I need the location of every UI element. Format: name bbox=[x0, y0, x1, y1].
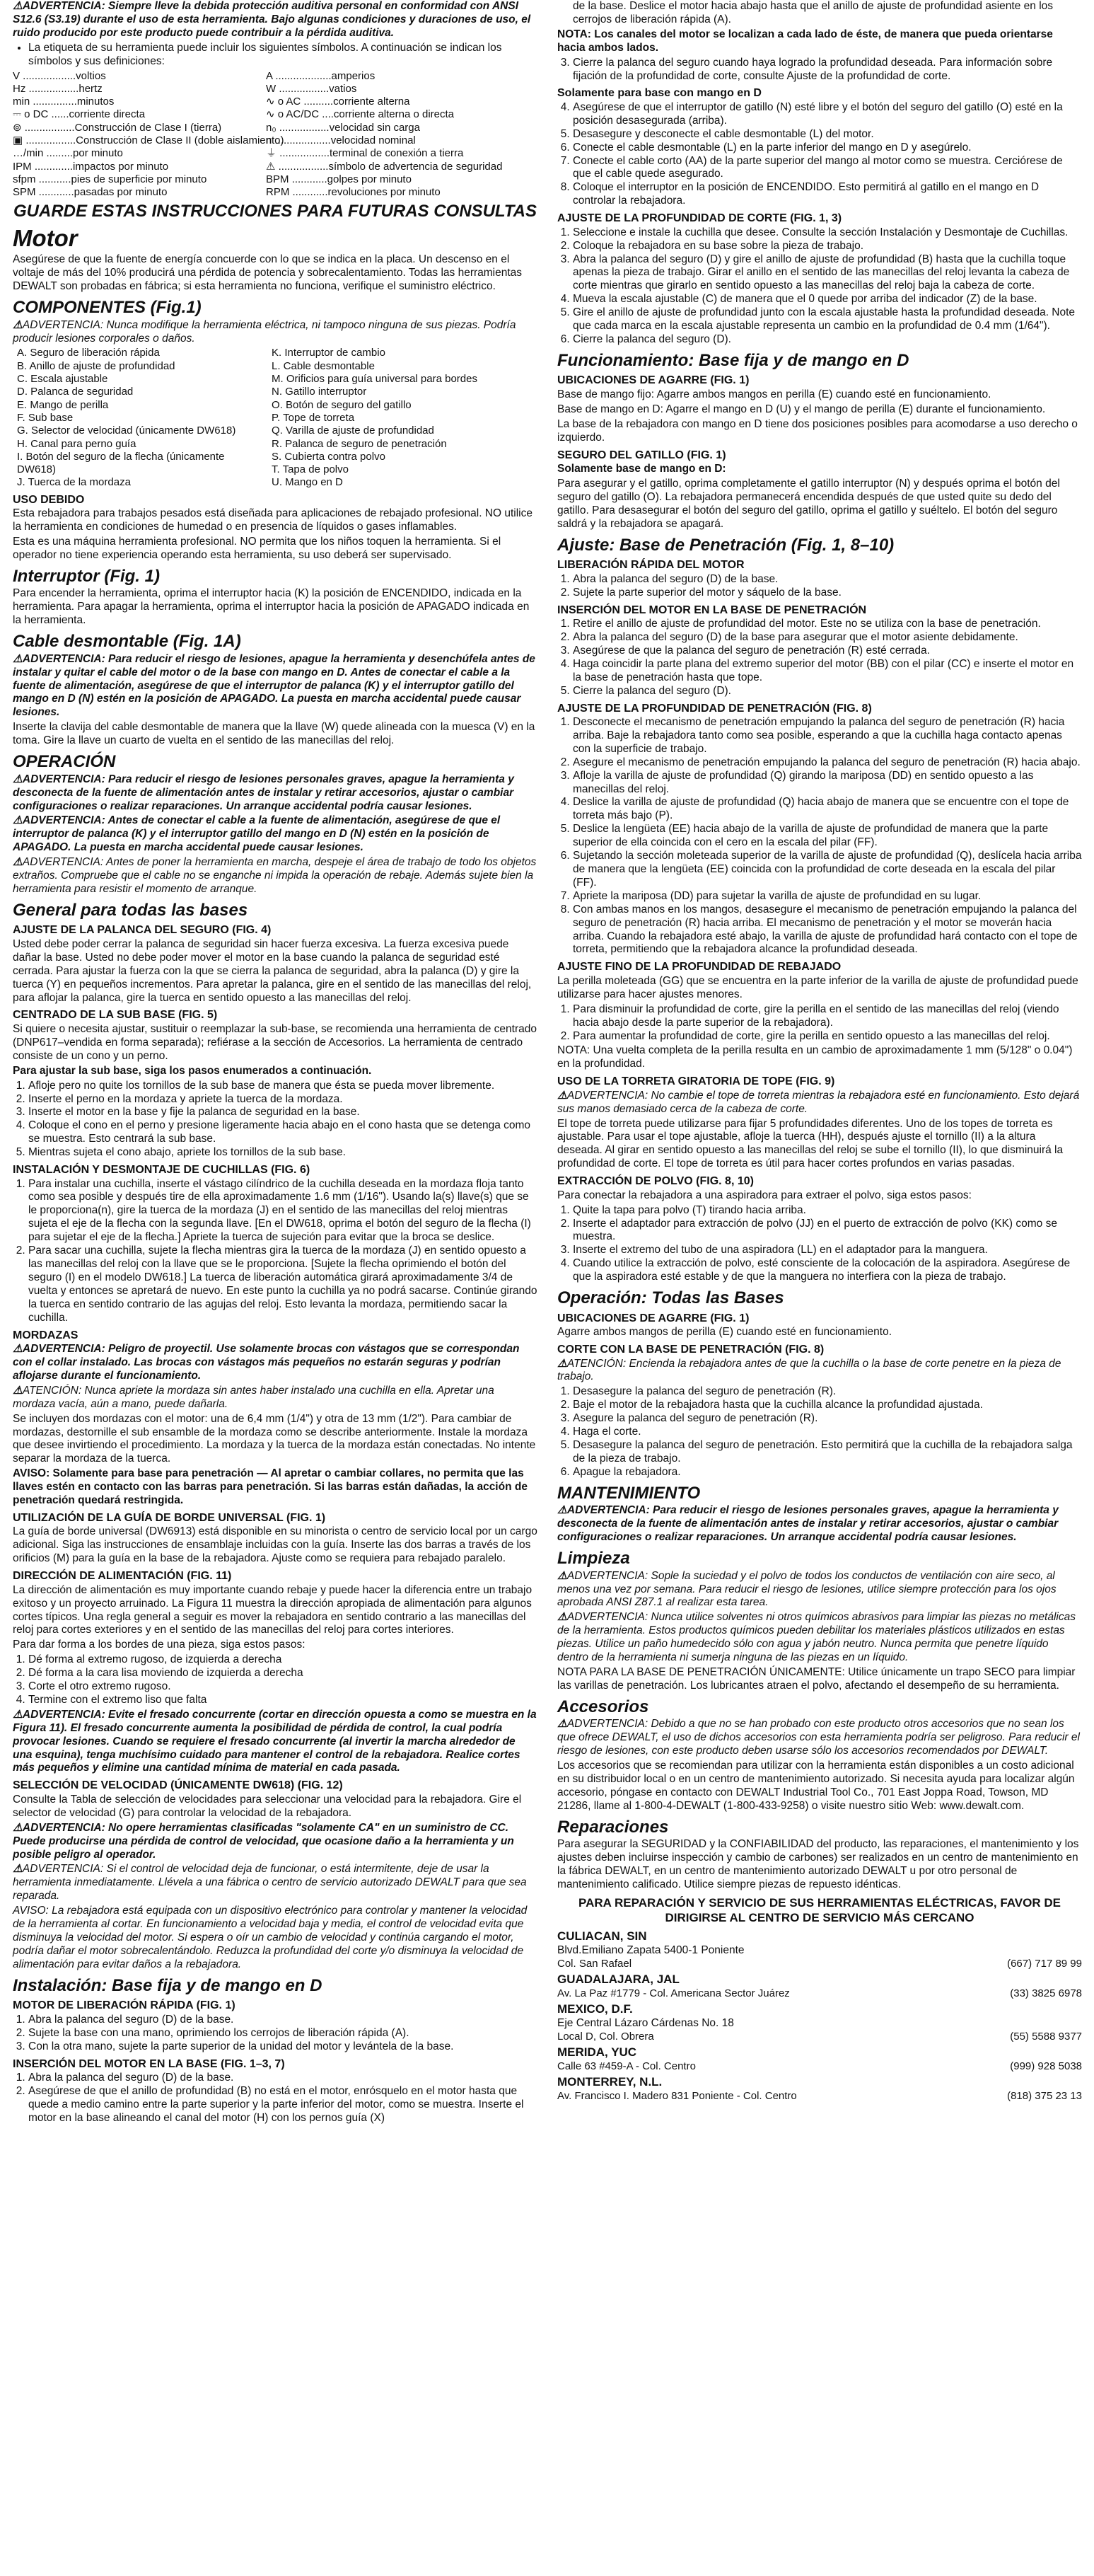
symbol-item: ⊚ .................Construcción de Clase I (tierra) bbox=[13, 121, 222, 134]
left-column bbox=[13, 0, 537, 2127]
fine-adjust-note: NOTA: Una vuelta completa de la perilla resulta en un cambio de aproximadamente 1 mm (5/128" o 0.04") en la profundidad. bbox=[557, 1044, 1073, 1070]
step-item: 1. Abra la palanca del seguro (D) de la base. bbox=[28, 2014, 537, 2027]
speed-selection-text: Consulte la Tabla de selección de velocidades para seleccionar una velocidad para la rebajadora. Gire el selector de velocidad (G) para controlar la velocidad de la rebajadora. bbox=[13, 1793, 522, 1819]
step-item: 4. Cuando utilice la extracción de polvo, esté consciente de la colocación de la aspiradora. Asegúrese de que la aspiradora esté estable y de que la manguera no interfiera con la pieza de trabajo. bbox=[573, 1257, 1082, 1284]
dust-extraction-heading: EXTRACCIÓN DE POLVO (FIG. 8, 10) bbox=[557, 1175, 754, 1188]
component-item: G. Selector de velocidad (únicamente DW618) bbox=[17, 424, 236, 437]
step-item: 6. Apague la rebajadora. bbox=[573, 1466, 1082, 1479]
step-item: 1. Retire el anillo de ajuste de profundidad del motor. Este no se utiliza con la base de penetración. bbox=[573, 618, 1082, 631]
hearing-warning: ⚠ ADVERTENCIA: Siempre lleve la debida protección auditiva personal en conformidad con ANSI S12.6 (S3.19) durante el uso de esta herramienta. Bajo algunas condiciones y duraciones de uso, el ruido producido por este producto puede contribuir a la pérdida auditiva. bbox=[13, 0, 537, 40]
channels-note: NOTA: Los canales del motor se localizan a cada lado de éste, de manera que pueda orientarse hacia ambos lados. bbox=[557, 28, 1053, 54]
turret-heading: USO DE LA TORRETA GIRATORIA DE TOPE (FIG. 9) bbox=[557, 1075, 835, 1088]
operation-warning-1: ⚠ ADVERTENCIA: Para reducir el riesgo de lesiones personales graves, apague la herramienta y desconecta de la fuente de alimentación antes de instalar y retirar accesorios, ajustar o cambiar configuraciones o realizar reparaciones. Un arranque accidental podría causar lesiones. bbox=[13, 773, 537, 814]
service-center-heading: PARA REPARACIÓN Y SERVICIO DE SUS HERRAMIENTAS ELÉCTRICAS, FAVOR DE DIRIGIRSE AL CENTRO DE SERVICIO MÁS CERCANO bbox=[578, 1895, 1061, 1924]
sub-base-centering-heading: CENTRADO DE LA SUB BASE (FIG. 5) bbox=[13, 1009, 218, 1022]
component-item: C. Escala ajustable bbox=[17, 373, 108, 386]
component-item: S. Cubierta contra polvo bbox=[272, 450, 385, 463]
motor-release-steps bbox=[557, 573, 1082, 600]
step-item: 2. Para sacar una cuchilla, sujete la flecha mientras gira la tuerca de la mordaza (J) en sentido opuesto a las manecillas del reloj con la llave que se le proporciona. [Sujete la flecha oprimiendo el botón del seguro (I) en el modelo DW618.] La tuerca de liberación automática girará aproximadamente 3/4 de vuelta y entonces se apretará de nuevo. En este punto la cuchilla ya no podrá sacarse. Continúe girando la tuerca en sentido contrario de las agujas del reloj. Esto levanta la mordaza, permitiendo sacar la cuchilla. bbox=[28, 1244, 537, 1324]
cord-text: Inserte la clavija del cable desmontable de manera que la llave (W) quede alineada con la muesca (V) en la toma. Gire la llave un cuarto de vuelta en el sentido de las manecillas del reloj. bbox=[13, 721, 535, 747]
trigger-lock-sub: Solamente base de mango en D: bbox=[557, 463, 726, 475]
step-item: 4. Haga el corte. bbox=[573, 1426, 1082, 1439]
grip-all-heading: UBICACIONES DE AGARRE (FIG. 1) bbox=[557, 1312, 750, 1324]
quick-release-steps bbox=[13, 2014, 537, 2054]
component-item: M. Orificios para guía universal para bordes bbox=[272, 373, 477, 386]
edge-guide-heading: UTILIZACIÓN DE LA GUÍA DE BORDE UNIVERSAL (FIG. 1) bbox=[13, 1511, 326, 1524]
step-item: 1. Desasegure la palanca del seguro de penetración (R). bbox=[573, 1385, 1082, 1399]
operation-fixed-heading: Funcionamiento: Base fija y de mango en D bbox=[557, 350, 909, 370]
symbol-item: …/min .........por minuto bbox=[13, 147, 123, 160]
component-item: K. Interruptor de cambio bbox=[272, 347, 385, 359]
step-item: 4. Termine con el extremo liso que falta bbox=[28, 1694, 537, 1707]
component-item: H. Canal para perno guía bbox=[17, 437, 136, 450]
collets-heading: MORDAZAS bbox=[13, 1329, 78, 1341]
switch-heading: Interruptor (Fig. 1) bbox=[13, 566, 160, 586]
maintenance-heading: MANTENIMIENTO bbox=[557, 1483, 701, 1503]
insertion-continued: de la base. Deslice el motor hacia abajo hasta que el anillo de ajuste de profundidad asiente en los cerrojos de liberación rápida (A). bbox=[573, 0, 1054, 25]
feed-direction-intro: Para dar forma a los bordes de una pieza, siga estos pasos: bbox=[13, 1639, 305, 1651]
step-item: 2. Para aumentar la profundidad de corte, gire la perilla en sentido opuesto a las manecillas del reloj. bbox=[573, 1030, 1082, 1044]
city-name: GUADALAJARA, JAL bbox=[557, 1973, 680, 1987]
dust-extraction-steps bbox=[557, 1204, 1082, 1284]
symbol-item: BPM ............golpes por minuto bbox=[266, 173, 412, 185]
step-item: 3. Abra la palanca del seguro (D) y gire el anillo de ajuste de profundidad (B) hasta que la cuchilla toque apenas la pieza de trabajo. Girar el anillo en el sentido de las manecillas del reloj levanta la cabeza de corte mientras que girarlo en sentido opuesto a las manecillas del reloj baja la cabeza de corte. bbox=[573, 253, 1082, 294]
sub-base-steps-intro: Para ajustar la sub base, siga los pasos enumerados a continuación. bbox=[13, 1064, 372, 1077]
collets-notice: AVISO: Solamente para base para penetración — Al apretar o cambiar collares, no permita que las llaves estén en contacto con las barras para penetración. Si las barras están dañadas, la acción de penetración quedará restringida. bbox=[13, 1467, 528, 1507]
dust-extraction-text: Para conectar la rebajadora a una aspiradora para extraer el polvo, siga estos pasos: bbox=[557, 1189, 972, 1201]
step-item: 3. Asegúrese de que la palanca del seguro de penetración (R) esté cerrada. bbox=[573, 645, 1082, 658]
grip-all-text: Agarre ambos mangos de perilla (E) cuando esté en funcionamiento. bbox=[557, 1326, 892, 1339]
component-item: R. Palanca de seguro de penetración bbox=[272, 437, 447, 450]
feed-direction-text: La dirección de alimentación es muy importante cuando rebaje y puede hacer la diferencia entre un trabajo exitoso y un proyecto arruinado. La Figura 11 muestra la dirección apropiada de alimentación para algunos cortes típicos. Una regla general a seguir es mover la rebajadora en sentido contrario a las manecillas del reloj para cortes exteriores y en el sentido de las manecillas del reloj para cortes interiores. bbox=[13, 1583, 533, 1636]
step-item: 3. Cierre la palanca del seguro cuando haya logrado la profundidad deseada. Para información sobre fijación de la profundidad de corte, consulte Ajuste de la profundidad de corte. bbox=[573, 57, 1082, 83]
component-item: B. Anillo de ajuste de profundidad bbox=[17, 359, 175, 372]
quick-release-heading: MOTOR DE LIBERACIÓN RÁPIDA (FIG. 1) bbox=[13, 1999, 235, 2012]
plunge-cut-steps bbox=[557, 1385, 1082, 1479]
trigger-lock-text: Para asegurar y el gatillo, oprima completamente el gatillo interruptor (N) y después oprima el botón del seguro del gatillo (O). La rebajadora permanecerá encendida después de que usted quite su dedo del gatillo. Para desasegurar el botón del seguro del gatillo, oprima el gatillo y suéltelo. El botón del seguro saldrá y la rebajadora se apagará. bbox=[557, 478, 1060, 530]
symbol-item: Hz .................hertz bbox=[13, 82, 103, 95]
step-item: 4. Asegúrese de que el interruptor de gatillo (N) esté libre y el botón del seguro del gatillo (O) esté en la posición desasegurada (arriba). bbox=[573, 101, 1082, 128]
cut-depth-steps bbox=[557, 226, 1082, 347]
motor-insertion-steps bbox=[13, 2072, 537, 2125]
accessories-heading: Accesorios bbox=[557, 1697, 649, 1716]
motor-insertion-heading: INSERCIÓN DEL MOTOR EN LA BASE (FIG. 1–3, 7) bbox=[13, 2057, 285, 2070]
step-item: 7. Apriete la mariposa (DD) para sujetar la varilla de ajuste de profundidad en su lugar. bbox=[573, 890, 1082, 903]
address-line: Eje Central Lázaro Cárdenas No. 18 bbox=[557, 2017, 734, 2030]
step-item: 2. Abra la palanca del seguro (D) de la base para asegurar que el motor asiente debidamente. bbox=[573, 631, 1082, 645]
collets-caution: ⚠ ATENCIÓN: Nunca apriete la mordaza sin antes haber instalado una cuchilla en ella. Apretar una mordaza vacía, aún a mano, puede dañarla. bbox=[13, 1385, 537, 1411]
switch-text: Para encender la herramienta, oprima el interruptor hacia (K) la posición de ENCENDIDO, indicada en la herramienta. Para apagar la herramienta, oprima el interruptor hacia la posición de APAGADO indicada en la herramienta. bbox=[13, 587, 530, 627]
city-name: MERIDA, YUC bbox=[557, 2045, 637, 2060]
symbol-item: W .................vatios bbox=[266, 82, 357, 95]
symbol-item: ▣ .................Construcción de Clase II (doble aislamiento) bbox=[13, 134, 284, 147]
symbol-item: V ..................voltios bbox=[13, 69, 106, 82]
step-item: 1. Quite la tapa para polvo (T) tirando hacia arriba. bbox=[573, 1204, 1082, 1218]
step-item: 2. Inserte el adaptador para extracción de polvo (JJ) en el puerto de extracción de polvo (KK) como se muestra. bbox=[573, 1218, 1082, 1244]
plunge-insertion-heading: INSERCIÓN DEL MOTOR EN LA BASE DE PENETRACIÓN bbox=[557, 603, 867, 616]
symbol-item: ⚠ .................símbolo de advertencia de seguridad bbox=[266, 160, 503, 173]
intended-use-text: Esta rebajadora para trabajos pesados está diseñada para aplicaciones de rebajado profesional. NO utilice la herramienta en condiciones de humedad o en presencia de líquidos o gases inflamables. bbox=[13, 507, 533, 533]
step-item: 1. Seleccione e instale la cuchilla que desee. Consulte la sección Instalación y Desmontaje de Cuchillas. bbox=[573, 226, 1082, 240]
bits-heading: INSTALACIÓN Y DESMONTAJE DE CUCHILLAS (FIG. 6) bbox=[13, 1164, 310, 1177]
turret-text: El tope de torreta puede utilizarse para fijar 5 profundidades diferentes. Uno de los topes de torreta es ajustable. Para usar el tope ajustable, afloje la tuerca (HH), después ajuste el tornillo (II) a la altura deseada. Al girar en sentido opuesto a las manecillas del reloj se sube el tornillo (II), lo que disminuirá la profundidad de corte. El tope de torreta es útil para hacer cortes profundos en varias pasadas. bbox=[557, 1117, 1064, 1170]
symbol-item: ∿ o AC ..........corriente alterna bbox=[266, 96, 410, 108]
symbol-item: RPM ............revoluciones por minuto bbox=[266, 186, 441, 199]
d-handle-steps bbox=[557, 101, 1082, 208]
plunge-depth-heading: AJUSTE DE LA PROFUNDIDAD DE PENETRACIÓN (FIG. 8) bbox=[557, 702, 872, 715]
step-item: 7. Conecte el cable corto (AA) de la parte superior del mango al motor como se muestra. Cerciórese de que el cable quede asegurado. bbox=[573, 155, 1082, 182]
motor-release-heading: LIBERACIÓN RÁPIDA DEL MOTOR bbox=[557, 559, 745, 572]
step-item: 5. Mientras sujeta el cono abajo, apriete los tornillos de la sub base. bbox=[28, 1146, 537, 1160]
right-column bbox=[557, 0, 1082, 2103]
speed-warning-2: ⚠ ADVERTENCIA: Si el control de velocidad deja de funcionar, o está intermitente, deje de usar la herramienta inmediatamente. Llévela a una fábrica o centro de servicio autorizado DEWALT para que sea reparada. bbox=[13, 1863, 537, 1903]
detachable-cord-heading: Cable desmontable (Fig. 1A) bbox=[13, 632, 241, 652]
fine-adjust-text: La perilla moleteada (GG) que se encuentra en la parte inferior de la varilla de ajuste de profundidad puede utilizarse para hacer ajustes menores. bbox=[557, 974, 1078, 1000]
step-item: 2. Inserte el perno en la mordaza y apriete la tuerca de la mordaza. bbox=[28, 1093, 537, 1107]
repairs-text: Para asegurar la SEGURIDAD y la CONFIABILIDAD del producto, las reparaciones, el mantenimiento y los ajustes deben incluirse inspección y cambio de carbones) ser realizados en un centro de mantenimiento en la fábrica DEWALT, en un centro de mantenimiento autorizado DEWALT u por otro personal de mantenimiento calificado. Utilice siempre piezas de repuesto idénticas. bbox=[557, 1838, 1079, 1891]
insertion-step-3 bbox=[557, 57, 1082, 83]
plunge-adjust-heading: Ajuste: Base de Penetración (Fig. 1, 8–10) bbox=[557, 535, 895, 555]
motor-heading: Motor bbox=[13, 225, 78, 252]
symbol-item: SPM ............pasadas por minuto bbox=[13, 186, 168, 199]
sub-base-steps bbox=[13, 1080, 537, 1160]
turret-warning: ⚠ ADVERTENCIA: No cambie el tope de torreta mientras la rebajadora esté en funcionamiento. Esto dejará sus manos demasiado cerca de la cabeza de corte. bbox=[557, 1090, 1082, 1116]
symbol-item: IPM .............impactos por minuto bbox=[13, 160, 169, 173]
component-item: J. Tuerca de la mordaza bbox=[17, 476, 131, 489]
symbol-item: n₀ .................velocidad sin carga bbox=[266, 121, 420, 134]
step-item: 8. Coloque el interruptor en la posición de ENCENDIDO. Esto permitirá al gatillo en el mango en D controlar la rebajadora. bbox=[573, 181, 1082, 208]
step-item: 1. Afloje pero no quite los tornillos de la sub base de manera que ésta se pueda mover libremente. bbox=[28, 1080, 537, 1093]
symbol-item: A ...................amperios bbox=[266, 69, 376, 82]
step-item: 4. Haga coincidir la parte plana del extremo superior del motor (BB) con el pilar (CC) e inserte el motor en la base de penetración hasta que tope. bbox=[573, 658, 1082, 685]
maintenance-warning: ⚠ ADVERTENCIA: Para reducir el riesgo de lesiones personales graves, apague la herramienta y desconecta de la fuente de alimentación antes de instalar y retirar accesorios, ajustar o cambiar configuraciones o realizar reparaciones. Un arranque accidental podría causar lesiones. bbox=[557, 1504, 1082, 1544]
symbol-item: min ...............minutos bbox=[13, 96, 115, 108]
save-instructions-heading: GUARDE ESTAS INSTRUCCIONES PARA FUTURAS CONSULTAS bbox=[13, 201, 537, 221]
step-item: 6. Cierre la palanca del seguro (D). bbox=[573, 333, 1082, 347]
components-heading: COMPONENTES (Fig.1) bbox=[13, 298, 202, 318]
feed-direction-steps bbox=[13, 1653, 537, 1707]
address-line: Local D, Col. Obrera bbox=[557, 2031, 654, 2043]
plunge-cut-caution: ⚠ ATENCIÓN: Encienda la rebajadora antes de que la cuchilla o la base de corte penetre en la pieza de trabajo. bbox=[557, 1358, 1082, 1385]
symbol-item: n ...................velocidad nominal bbox=[266, 134, 416, 147]
components-warning: ⚠ ADVERTENCIA: Nunca modifique la herramienta eléctrica, ni tampoco ninguna de sus piezas. Podría producir lesiones corporales o daños. bbox=[13, 319, 537, 346]
collets-text: Se incluyen dos mordazas con el motor: una de 6,4 mm (1/4") y otra de 13 mm (1/2"). Para cambiar de mordazas, destornille el sub ensamble de la mordaza como se describe anteriormente. Instale la mordaza que desee invirtiendo el procedimiento. La mordaza y la tuerca de la mordaza están conectadas. No intente separar la mordaza de la tuerca. bbox=[13, 1412, 536, 1465]
grip-text-1: Base de mango fijo: Agarre ambos mangos en perilla (E) cuando esté en funcionamiento. bbox=[557, 388, 991, 400]
cleaning-heading: Limpieza bbox=[557, 1549, 630, 1569]
step-item: 3. Afloje la varilla de ajuste de profundidad (Q) girando la mariposa (DD) en sentido opuesto a las manecillas del reloj. bbox=[573, 770, 1082, 797]
component-item: Q. Varilla de ajuste de profundidad bbox=[272, 424, 434, 437]
installation-heading: Instalación: Base fija y de mango en D bbox=[13, 1975, 322, 1995]
cut-depth-heading: AJUSTE DE LA PROFUNDIDAD DE CORTE (FIG. 1, 3) bbox=[557, 212, 842, 225]
lock-lever-text: Usted debe poder cerrar la palanca de seguridad sin hacer fuerza excesiva. La fuerza excesiva puede dañar la base. Usted no debe poder mover el motor en la base cuando la palanca de seguridad esté cerrada. Para ajustar la fuerza con la que se cierra la palanca de seguridad, abra la palanca (D) y gire la tuerca (Y) en pequeños incrementos. Para apretar la palanca, gire en el sentido de las manecillas del reloj, para aflojar la palanca, gire la tuerca en sentido opuesto a las manecillas del reloj. bbox=[13, 937, 532, 1004]
city-name: MONTERREY, N.L. bbox=[557, 2075, 663, 2089]
symbol-item: sfpm ...........pies de superficie por minuto bbox=[13, 173, 207, 185]
step-item: 1. Abra la palanca del seguro (D) de la base. bbox=[573, 573, 1082, 587]
component-item: O. Botón de seguro del gatillo bbox=[272, 398, 412, 411]
city-name: CULIACAN, SIN bbox=[557, 1929, 647, 1943]
component-item: N. Gatillo interruptor bbox=[272, 386, 367, 398]
step-item: 5. Cierre la palanca del seguro (D). bbox=[573, 685, 1082, 698]
address-line: Col. San Rafael bbox=[557, 1958, 632, 1970]
step-item: 1. Para instalar una cuchilla, inserte el vástago cilíndrico de la cuchilla deseada en la mordaza floja tanto como sea posible y después tire de ella aproximadamente 1.6 mm (1/16"). Usando la(s) llave(s) que se le proporciona(n), gire la tuerca de la mordaza (J) en el sentido de las manecillas del reloj mientras sujeta el eje de la flecha con la segunda llave. [En el DW618, oprima el botón del seguro de la flecha (I) para sujetar el eje de la flecha.] Apriete la tuerca de sujeción para evitar que la broca se deslice. bbox=[28, 1178, 537, 1245]
step-item: 8. Con ambas manos en los mangos, desasegure el mecanismo de penetración empujando la palanca del seguro de penetración (R) hacia arriba. El mecanismo de penetración y el motor se moverán hacia arriba. Cuando la rebajadora esté abajo, la varilla de ajuste de profundidad hará contacto con el tope de torreta, permitiendo que la rebajadora alcance la profundidad deseada. bbox=[573, 903, 1082, 957]
step-item: 3. Asegure la palanca del seguro de penetración (R). bbox=[573, 1412, 1082, 1426]
component-item: I. Botón del seguro de la flecha (únicamente DW618) bbox=[17, 450, 225, 476]
step-item: 5. Desasegure la palanca del seguro de penetración. Esto permitirá que la cuchilla de la rebajadora salga de la pieza de trabajo. bbox=[573, 1439, 1082, 1466]
address-line: Blvd.Emiliano Zapata 5400-1 Poniente bbox=[557, 1944, 745, 1957]
step-item: 2. Dé forma a la cara lisa moviendo de izquierda a derecha bbox=[28, 1667, 537, 1680]
operation-warning-3: ⚠ ADVERTENCIA: Antes de poner la herramienta en marcha, despeje el área de trabajo de todo los objetos extraños. Compruebe que el cable no se enganche ni impida la operación de rebaje. Además sujete bien la herramienta para resistir el momento de arranque. bbox=[13, 856, 537, 896]
repairs-heading: Reparaciones bbox=[557, 1817, 669, 1837]
label-intro: • La etiqueta de su herramienta puede incluir los siguientes símbolos. A continuación se indican los símbolos y sus definiciones: bbox=[28, 42, 537, 69]
component-item: L. Cable desmontable bbox=[272, 359, 375, 372]
phone: (55) 5588 9377 bbox=[1010, 2031, 1082, 2043]
accessories-text: Los accesorios que se recomiendan para utilizar con la herramienta están disponibles a un costo adicional en su distribuidor local o en un centro de mantenimiento autorizado. Si necesita ayuda para localizar algún accesorio, póngase en contacto con DEWALT Industrial Tool Co., 701 East Joppa Road, Towson, MD 21286, llame al 1-800-4-DEWALT (1-800-433-9258) o visite nuestro sitio Web: www.dewalt.com. bbox=[557, 1760, 1075, 1812]
cleaning-warning-1: ⚠ ADVERTENCIA: Sople la suciedad y el polvo de todos los conductos de ventilación con aire seco, al menos una vez por semana. Para reducir el riesgo de lesiones, utilice siempre protección para los ojos aprobada ANSI Z87.1 al realizar esta tarea. bbox=[557, 1570, 1082, 1610]
address-line: Av. Francisco I. Madero 831 Poniente - Col. Centro bbox=[557, 2090, 797, 2103]
address-line: Calle 63 #459-A - Col. Centro bbox=[557, 2060, 696, 2073]
step-item: 1. Abra la palanca del seguro (D) de la base. bbox=[28, 2072, 537, 2085]
symbol-table bbox=[13, 70, 537, 200]
components-list bbox=[17, 347, 537, 489]
component-item: U. Mango en D bbox=[272, 476, 343, 489]
accessories-warning: ⚠ ADVERTENCIA: Debido a que no se han probado con este producto otros accesorios que no sean los que ofrece DEWALT, el uso de dichos accesorios con esta herramienta podría ser peligroso. Para reducir el riesgo de lesiones, con este producto deben usarse sólo los accesorios recomendados por DEWALT. bbox=[557, 1718, 1082, 1758]
speed-warning-1: ⚠ ADVERTENCIA: No opere herramientas clasificadas "solamente CA" en un suministro de CC. Puede producirse una pérdida de control de velocidad, que ocasione daño a la herramienta y un posible peligro al operador. bbox=[13, 1822, 537, 1862]
plunge-cut-heading: CORTE CON LA BASE DE PENETRACIÓN (FIG. 8) bbox=[557, 1344, 825, 1356]
step-item: 4. Deslice la varilla de ajuste de profundidad (Q) hacia abajo de manera que se encuentre con el tope de torreta más bajo (P). bbox=[573, 796, 1082, 823]
step-item: 2. Sujete la parte superior del motor y sáquelo de la base. bbox=[573, 587, 1082, 600]
step-item: 6. Sujetando la sección moleteada superior de la varilla de ajuste de profundidad (Q), deslícela hacia arriba de manera que la lengüeta (EE) coincida con la profundidad de corte deseada en la escala del pilar (FF). bbox=[573, 850, 1082, 890]
trigger-lock-heading: SEGURO DEL GATILLO (FIG. 1) bbox=[557, 449, 726, 461]
component-item: A. Seguro de liberación rápida bbox=[17, 347, 160, 359]
step-item: 1. Para disminuir la profundidad de corte, gire la perilla en el sentido de las manecillas del reloj (viendo hacia abajo desde la parte superior de la rebajadora). bbox=[573, 1003, 1082, 1030]
step-item: 5. Desasegure y desconecte el cable desmontable (L) del motor. bbox=[573, 128, 1082, 141]
symbol-item: ∿ o AC/DC ....corriente alterna o directa bbox=[266, 108, 455, 121]
component-item: F. Sub base bbox=[17, 411, 74, 424]
plunge-depth-steps bbox=[557, 716, 1082, 957]
grip-text-2: Base de mango en D: Agarre el mango en D (U) y el mango de perilla (E) durante el funcionamiento. bbox=[557, 403, 1046, 415]
component-item: P. Tope de torreta bbox=[272, 411, 355, 424]
step-item: 2. Asegúrese de que el anillo de profundidad (B) no está en el motor, enrósquelo en el motor hasta que quede a medio camino entre la parte superior y la parte inferior del motor, como se muestra. Inserte el motor en la base alineando el canal del motor (H) con los pernos guía (X) bbox=[28, 2085, 537, 2125]
step-item: 1. Desconecte el mecanismo de penetración empujando la palanca del seguro de penetración (R) hacia arriba. Baje la rebajadora tanto como sea posible, esperando a que la cuchilla haga contacto apenas con la superficie de trabajo. bbox=[573, 716, 1082, 756]
fine-adjust-steps bbox=[557, 1003, 1082, 1044]
feed-direction-warning: ⚠ ADVERTENCIA: Evite el fresado concurrente (cortar en dirección opuesta a como se muestra en la Figura 11). El fresado concurrente aumenta la posibilidad de pérdida de control, la cual podría provocar lesiones. Cuando se requiere el fresado concurrente (al invertir la marcha alrededor de una esquina), tenga muchísimo cuidado para mantener el control de la rebajadora. Realice cortes más pequeños y elimine una cantidad mínima de material en cada pasada. bbox=[13, 1709, 537, 1776]
component-item: T. Tapa de polvo bbox=[272, 463, 349, 476]
collets-warning: ⚠ ADVERTENCIA: Peligro de proyectil. Use solamente brocas con vástagos que se correspondan con el collar instalado. Las brocas con vástagos más pequeños no estarán seguras y podrían aflojarse durante el funcionamiento. bbox=[13, 1343, 537, 1383]
operation-heading: OPERACIÓN bbox=[13, 752, 116, 772]
step-item: 5. Deslice la lengüeta (EE) hacia abajo de la varilla de ajuste de profundidad de manera que la parte superior de ella coincida con el cero en la escala del pilar (FF). bbox=[573, 823, 1082, 850]
speed-notice: AVISO: La rebajadora está equipada con un dispositivo electrónico para controlar y mantener la velocidad de la herramienta al cortar. En funcionamiento a velocidad baja y media, el control de velocidad evita que disminuya la velocidad del motor. Si espera o oír un cambio de velocidad y continúa cargando el motor, podría dañar el motor sobrecalentándolo. Reduzca la profundidad del corte y/o disminuya la velocidad de alimentación para evitar daños a la rebajadora. bbox=[13, 1905, 528, 1970]
general-bases-heading: General para todas las bases bbox=[13, 900, 248, 920]
cleaning-note: NOTA PARA LA BASE DE PENETRACIÓN ÚNICAMENTE: Utilice únicamente un trapo SECO para limpiar las varillas de penetración. Los lubricantes atraen el polvo, afectando el desempeño de su herramienta. bbox=[557, 1665, 1076, 1692]
step-item: 3. Inserte el extremo del tubo de una aspiradora (LL) en el adaptador para la manguera. bbox=[573, 1244, 1082, 1257]
step-item: 2. Coloque la rebajadora en su base sobre la pieza de trabajo. bbox=[573, 240, 1082, 253]
d-handle-only-heading: Solamente para base con mango en D bbox=[557, 87, 762, 100]
fine-adjust-heading: AJUSTE FINO DE LA PROFUNDIDAD DE REBAJADO bbox=[557, 961, 842, 974]
step-item: 2. Baje el motor de la rebajadora hasta que la cuchilla alcance la profundidad ajustada. bbox=[573, 1399, 1082, 1412]
step-item: 4. Mueva la escala ajustable (C) de manera que el 0 quede por arriba del indicador (Z) de la base. bbox=[573, 293, 1082, 306]
operation-all-heading: Operación: Todas las Bases bbox=[557, 1288, 784, 1308]
grip-text-3: La base de la rebajadora con mango en D tiene dos posiciones posibles para acomodarse a uso derecho o izquierdo. bbox=[557, 417, 1078, 444]
step-item: 4. Coloque el cono en el perno y presione ligeramente hacia abajo en el cono hasta que se detenga como se muestra. Esto centrará la sub base. bbox=[28, 1119, 537, 1146]
operation-warning-2: ⚠ ADVERTENCIA: Antes de conectar el cable a la fuente de alimentación, asegúrese de que el interruptor de palanca (K) y el interruptor gatillo del mango en D (N) estén en la posición de APAGADO. La puesta en marcha accidental puede causar lesiones. bbox=[13, 814, 537, 855]
symbol-item: ⏚ .................terminal de conexión a tierra bbox=[266, 147, 464, 160]
step-item: 6. Conecte el cable desmontable (L) en la parte inferior del mango en D y asegúrelo. bbox=[573, 141, 1082, 155]
step-item: 3. Con la otra mano, sujete la parte superior de la unidad del motor y levántela de la base. bbox=[28, 2040, 537, 2054]
feed-direction-heading: DIRECCIÓN DE ALIMENTACIÓN (FIG. 11) bbox=[13, 1570, 232, 1583]
lock-lever-heading: AJUSTE DE LA PALANCA DEL SEGURO (FIG. 4) bbox=[13, 924, 272, 937]
plunge-insertion-steps bbox=[557, 618, 1082, 698]
address-line: Av. La Paz #1779 - Col. Americana Sector Juárez bbox=[557, 1987, 790, 2000]
step-item: 5. Gire el anillo de ajuste de profundidad junto con la escala ajustable hasta la profundidad deseada. Note que cada marca en la escala ajustable representa un cambio en la profundidad de 0.4 mm (1/64"). bbox=[573, 306, 1082, 333]
service-centers bbox=[557, 1929, 1082, 2103]
component-item: E. Mango de perilla bbox=[17, 398, 109, 411]
step-item: 1. Dé forma al extremo rugoso, de izquierda a derecha bbox=[28, 1653, 537, 1667]
intended-use-text-2: Esta es una máquina herramienta profesional. NO permita que los niños toquen la herramienta. Si el operador no tiene experiencia operando esta herramienta, su uso deberá ser supervisado. bbox=[13, 536, 501, 561]
step-item: 2. Asegure el mecanismo de penetración empujando la palanca del seguro de penetración (R) hacia abajo. bbox=[573, 756, 1082, 770]
cleaning-warning-2: ⚠ ADVERTENCIA: Nunca utilice solventes ni otros químicos abrasivos para limpiar las piezas no metálicas de la herramienta. Estos productos químicos pueden debilitar los materiales plásticos utilizados en estas piezas. Utilice un paño humedecido sólo con agua y jabón neutro. Nunca permita que penetre líquido dentro de la herramienta ni sumerja ninguna de las piezas en un líquido. bbox=[557, 1611, 1082, 1665]
cord-warning: ⚠ ADVERTENCIA: Para reducir el riesgo de lesiones, apague la herramienta y desenchúfela antes de instalar y quitar el cable del motor o de la base con mango en D. Antes de conectar el cable a la fuente de alimentación, asegúrese de que el interruptor de palanca (K) y el interruptor gatillo del mango en D (N) estén en la posición de APAGADO. La puesta en marcha accidental puede causar lesiones. bbox=[13, 653, 537, 720]
edge-guide-text: La guía de borde universal (DW6913) está disponible en su minorista o centro de servicio local por un cargo adicional. Siga las instrucciones de ensamblaje incluidas con la guía. Inserte las dos barras a través de los orificios (M) para la guía en la base de la rebajadora. Ajuste como se requiera para rebajado paralelo. bbox=[13, 1525, 537, 1565]
city-name: MEXICO, D.F. bbox=[557, 2002, 633, 2016]
motor-text: Asegúrese de que la fuente de energía concuerde con lo que se indica en la placa. Un descenso en el voltaje de más del 10% producirá una pérdida de potencia y sobrecalentamiento. Todas las herramientas DEWALT son probadas en fábrica; si esta herramienta no funciona, verifique el suministro eléctrico. bbox=[13, 253, 523, 293]
phone: (667) 717 89 99 bbox=[1007, 1958, 1082, 1970]
grip-heading: UBICACIONES DE AGARRE (FIG. 1) bbox=[557, 374, 750, 387]
step-item: 3. Inserte el motor en la base y fije la palanca de seguridad en la base. bbox=[28, 1106, 537, 1119]
step-item: 2. Sujete la base con una mano, oprimiendo los cerrojos de liberación rápida (A). bbox=[28, 2027, 537, 2040]
step-item: 3. Corte el otro extremo rugoso. bbox=[28, 1680, 537, 1694]
bits-steps bbox=[13, 1178, 537, 1325]
phone: (999) 928 5038 bbox=[1010, 2060, 1082, 2073]
sub-base-centering-text: Si quiere o necesita ajustar, sustituir o reemplazar la sub-base, se recomienda una herramienta de centrado (DNP617–vendida en forma separada); refiérase a la sección de Accesorios. La herramienta de centrado consiste de un cono y un perno. bbox=[13, 1023, 537, 1062]
speed-selection-heading: SELECCIÓN DE VELOCIDAD (ÚNICAMENTE DW618) (FIG. 12) bbox=[13, 1779, 343, 1792]
symbol-item: ⎓ o DC ......corriente directa bbox=[13, 108, 146, 121]
intended-use-heading: USO DEBIDO bbox=[13, 493, 85, 506]
component-item: D. Palanca de seguridad bbox=[17, 386, 134, 398]
phone: (818) 375 23 13 bbox=[1007, 2090, 1082, 2103]
phone: (33) 3825 6978 bbox=[1010, 1987, 1082, 2000]
